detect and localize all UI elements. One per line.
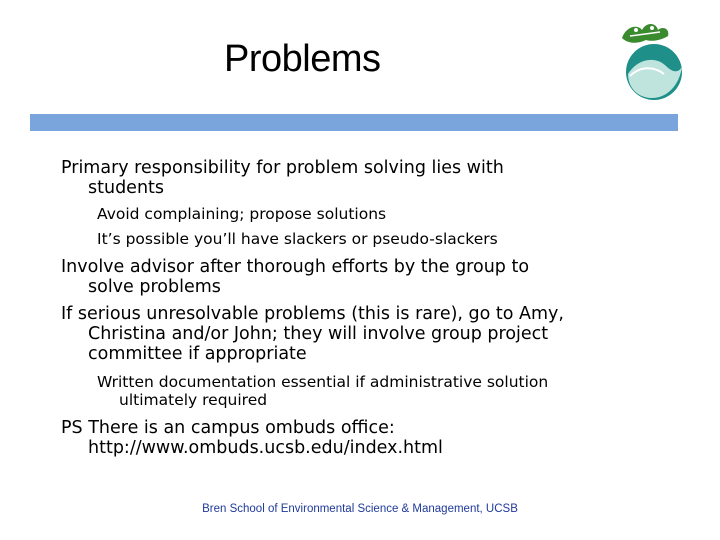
slide-title: Problems <box>224 38 381 80</box>
bren-school-logo-icon <box>616 16 690 100</box>
bullet-level1: Involve advisor after thorough efforts by the group to solve problems <box>61 257 530 297</box>
bullet-level2: Written documentation essential if administrative solution ultimately required <box>97 373 549 409</box>
bullet-level1: PS There is an campus ombuds office: http://www.ombuds.ucsb.edu/index.html <box>61 418 443 458</box>
bullet-level1: Primary responsibility for problem solving lies with students <box>61 158 504 198</box>
slide-footer: Bren School of Environmental Science & Management, UCSB <box>202 503 518 515</box>
bullet-level2: Avoid complaining; propose solutions <box>97 205 387 223</box>
title-divider-bar <box>30 114 678 131</box>
bullet-level1: If serious unresolvable problems (this is rare), go to Amy, Christina and/or John; they will involve group project committee if appropriate <box>61 304 564 364</box>
slide-body <box>61 158 681 458</box>
bullet-level2: It’s possible you’ll have slackers or pseudo-slackers <box>97 230 498 248</box>
